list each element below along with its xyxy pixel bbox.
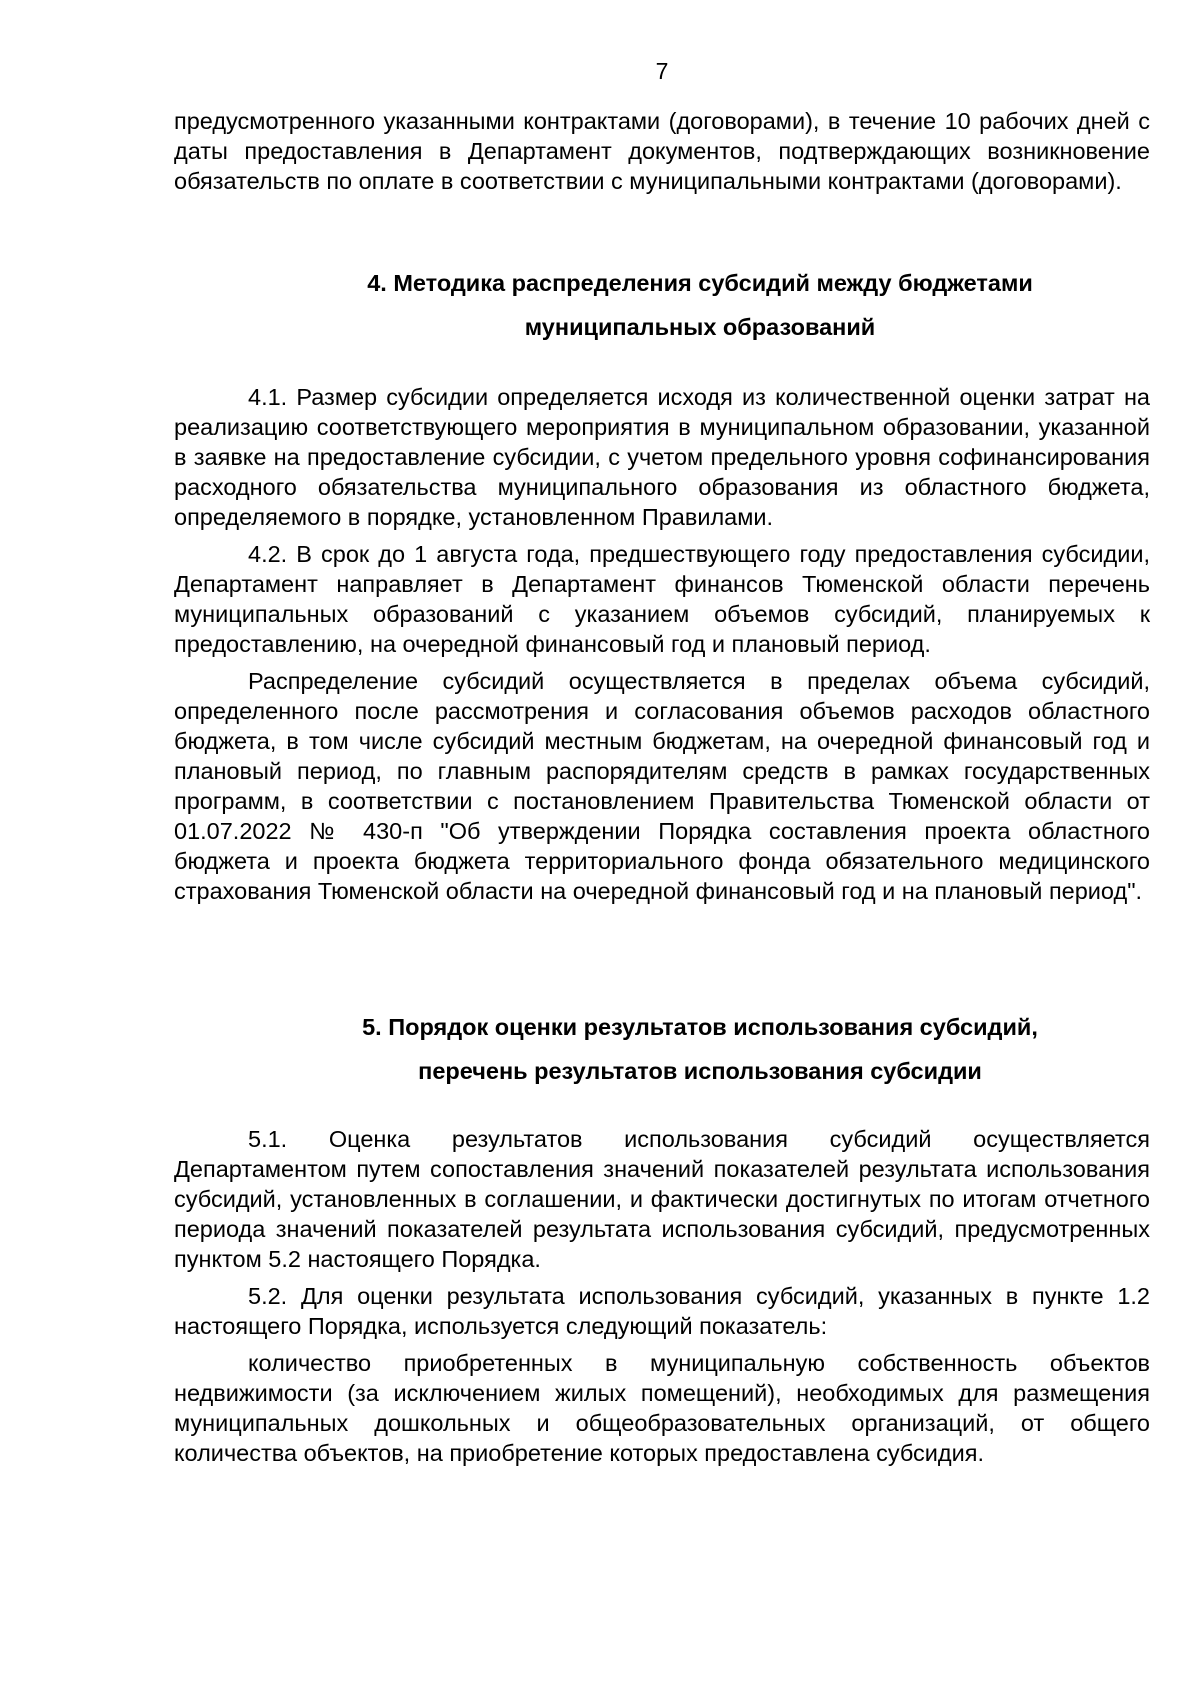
paragraph-4-3: Распределение субсидий осуществляется в пределах объема субсидий, определенного после рассмотрения и согласования объемов расходов областного бюджета, в том числе субсидий местным бюджетам, на очередной финансовый год и плановый период, по главным распорядителям средств в рамках государственных программ, в соответствии с постановлением Правительства Тюменской области от 01.07.2022 № 430-п "Об утверждении Порядка составления проекта областного бюджета и проекта бюджета территориального фонда обязательного медицинского страхования Тюменской области на очередной финансовый год и на плановый период". [174, 668, 1150, 904]
section-4-title-line-2: муниципальных образований [524, 314, 876, 340]
section-5-heading [174, 1005, 1200, 1093]
intro-paragraph: предусмотренного указанными контрактами (договорами), в течение 10 рабочих дней с даты предоставления в Департамент документов, подтверждающих возникновение обязательств по оплате в соответствии с муниципальными контрактами (договорами). [174, 108, 1150, 194]
section-4-heading [174, 261, 1200, 349]
paragraph-5-2: 5.2. Для оценки результата использования субсидий, указанных в пункте 1.2 настоящего Порядка, используется следующий показатель: [174, 1283, 1150, 1339]
paragraph-4-1: 4.1. Размер субсидии определяется исходя из количественной оценки затрат на реализацию соответствующего мероприятия в муниципальном образовании, указанной в заявке на предоставление субсидии, с учетом предельного уровня софинансирования расходного обязательства муниципального образования из областного бюджета, определяемого в порядке, установленном Правилами. [174, 384, 1150, 530]
section-5-title-line-1: 5. Порядок оценки результатов использования субсидий, [362, 1014, 1038, 1040]
intro-paragraph-block [174, 106, 1150, 196]
section-5-title-line-2: перечень результатов использования субсидии [418, 1058, 982, 1084]
section-5-body [174, 1124, 1150, 1468]
section-4-title-line-1: 4. Методика распределения субсидий между бюджетами [367, 270, 1033, 296]
paragraph-5-1: 5.1. Оценка результатов использования субсидий осуществляется Департаментом путем сопоставления значений показателей результата использования субсидий, установленных в соглашении, и фактически достигнутых по итогам отчетного периода значений показателей результата использования субсидий, предусмотренных пунктом 5.2 настоящего Порядка. [174, 1126, 1150, 1272]
paragraph-4-2: 4.2. В срок до 1 августа года, предшествующего году предоставления субсидии, Департамент направляет в Департамент финансов Тюменской области перечень муниципальных образований с указанием объемов субсидий, планируемых к предоставлению, на очередной финансовый год и плановый период. [174, 541, 1150, 657]
paragraph-5-2-indicator: количество приобретенных в муниципальную собственность объектов недвижимости (за исключением жилых помещений), необходимых для размещения муниципальных дошкольных и общеобразовательных организаций, от общего количества объектов, на приобретение которых предоставлена субсидия. [174, 1350, 1150, 1466]
page-number: 7 [655, 58, 669, 84]
section-4-body [174, 382, 1150, 906]
